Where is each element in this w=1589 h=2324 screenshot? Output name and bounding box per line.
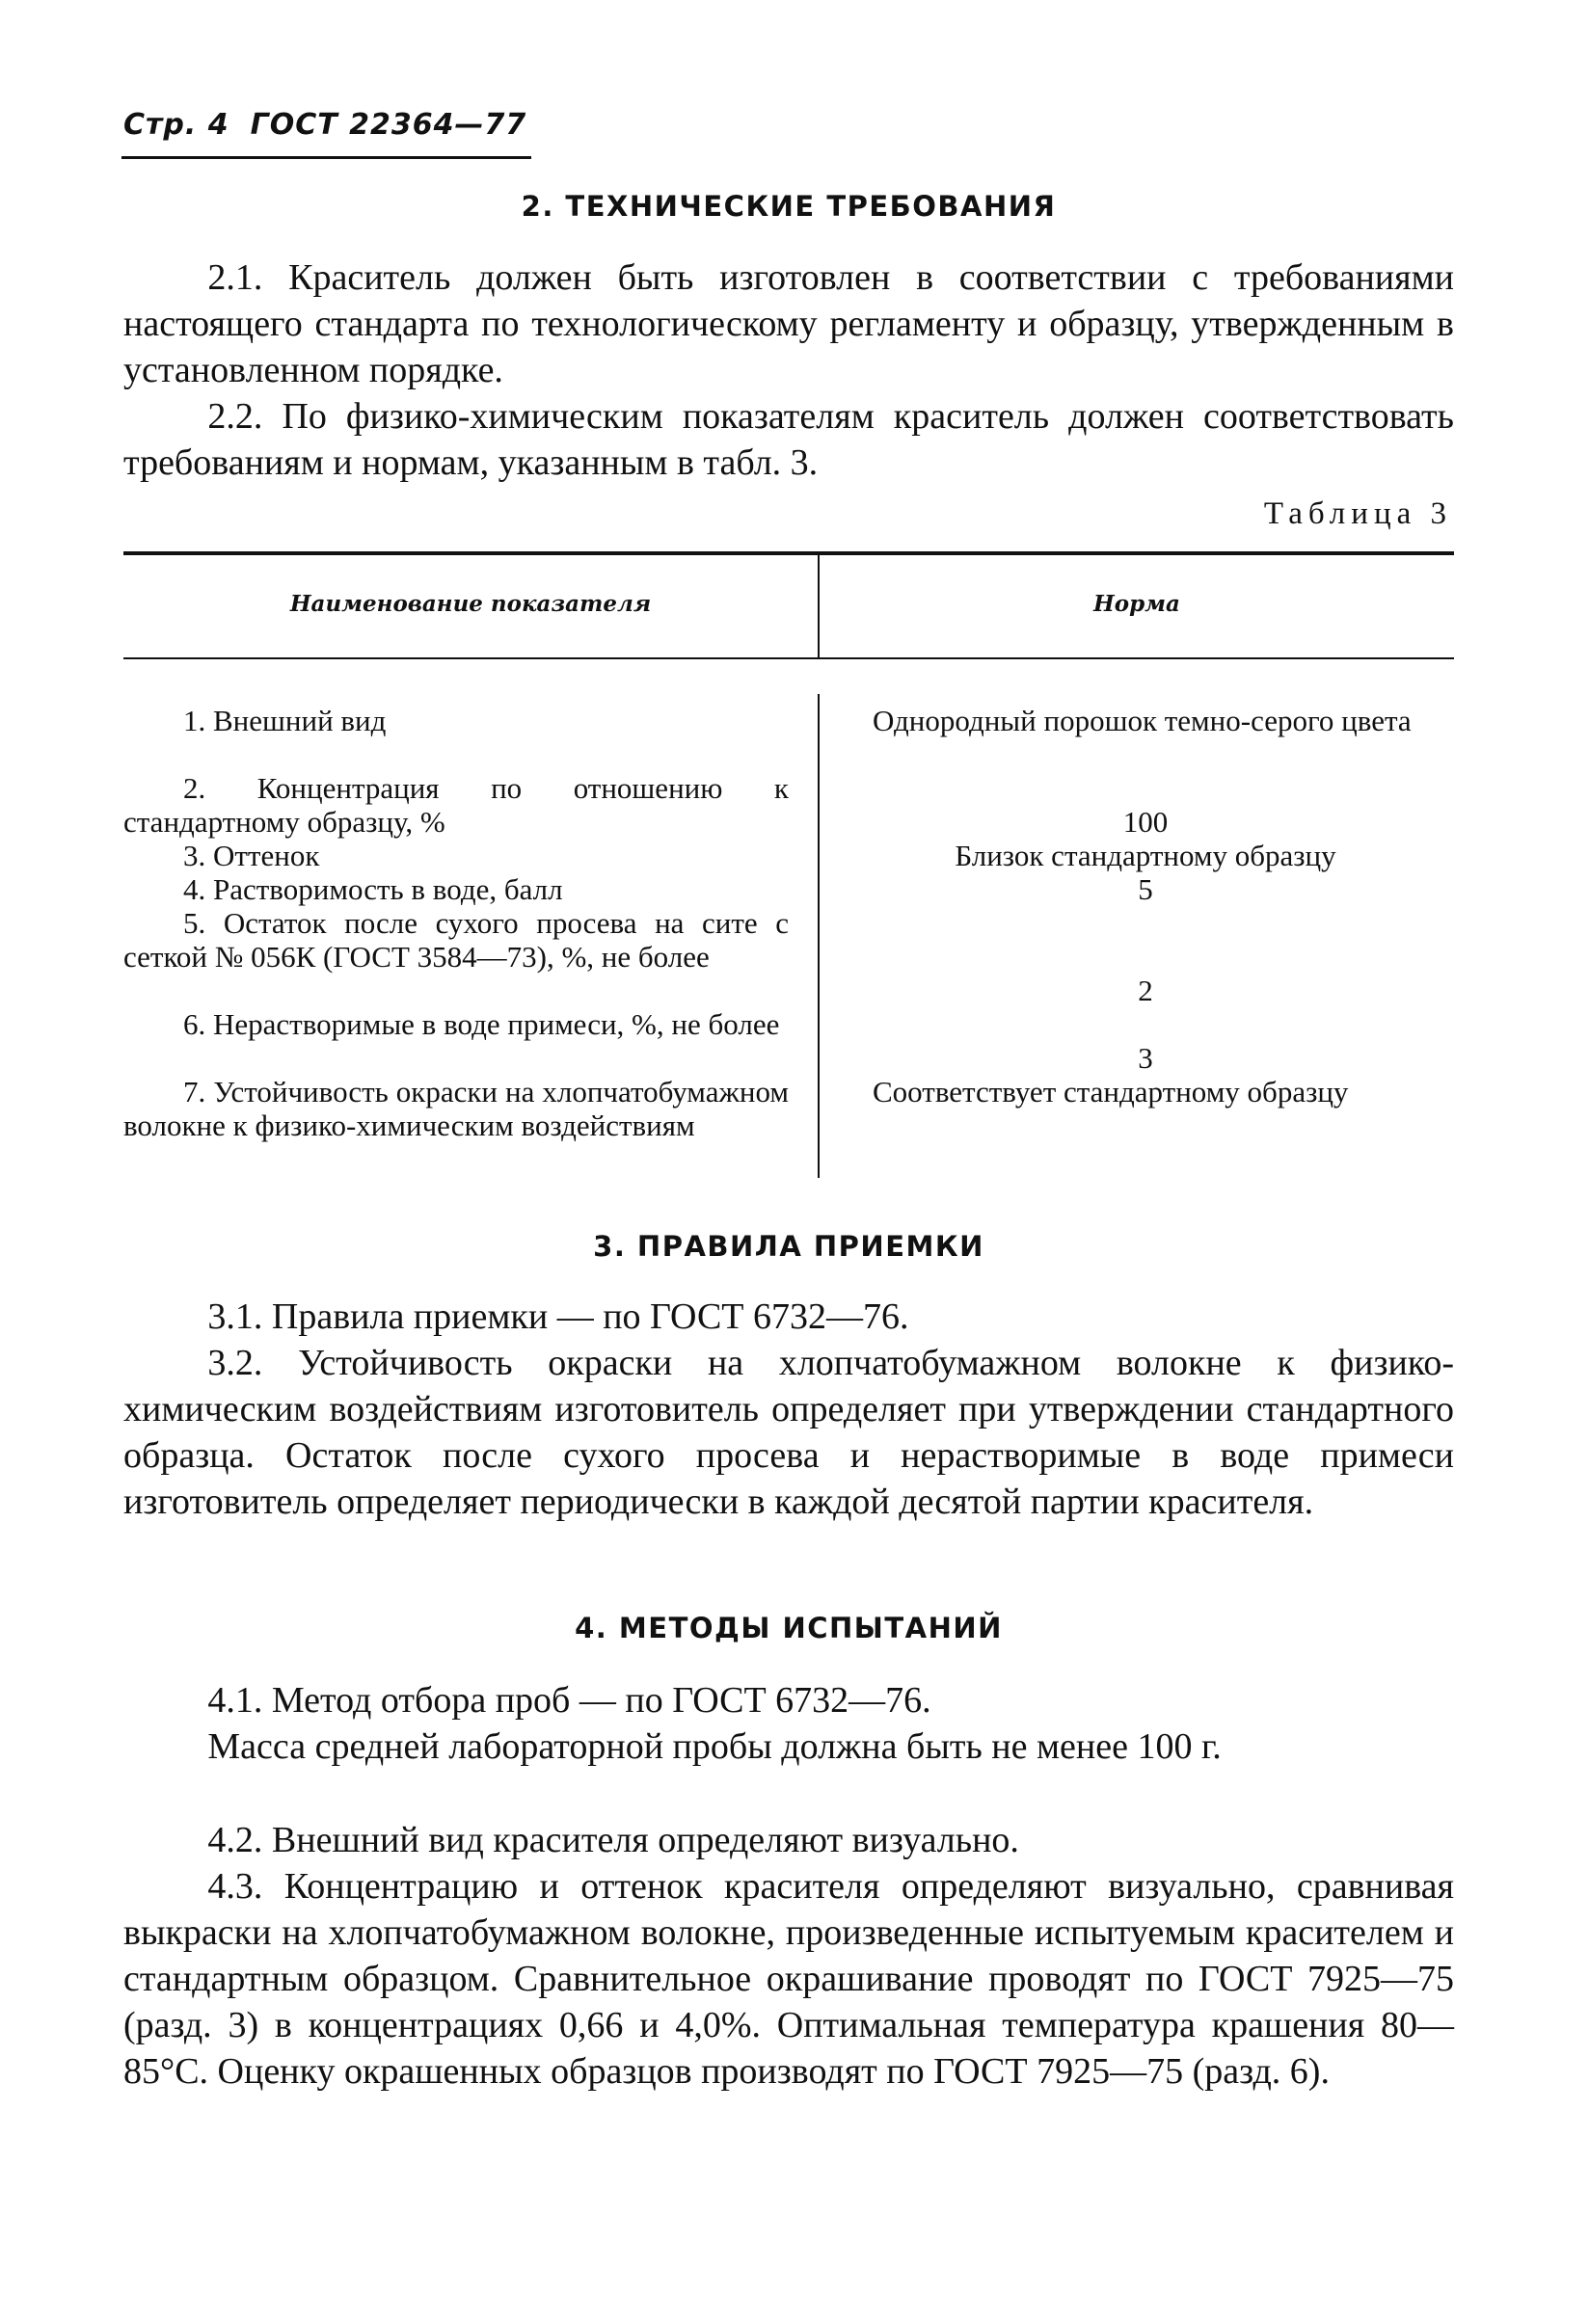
paragraph-4-1: 4.1. Метод отбора проб — по ГОСТ 6732—76.	[207, 1680, 931, 1721]
table-row-norm: 3	[1138, 1041, 1153, 1075]
table-row-norm: Соответствует стандартному образцу	[873, 1075, 1349, 1109]
table-row-name: 2. Концентрация по отношению к стандартному образцу, %	[123, 771, 789, 839]
table-row-name: 7. Устойчивость окраски на хлопчатобумажном волокне к физико-химическим воздействиям	[123, 1075, 789, 1142]
paragraph-4-1-mass: Масса средней лабораторной пробы должна быть не менее 100 г.	[207, 1726, 1222, 1767]
table-row-name: 4. Растворимость в воде, балл	[183, 872, 563, 906]
standard-number: ГОСТ 22364—77	[250, 108, 527, 142]
section-2-title: 2. ТЕХНИЧЕСКИЕ ТРЕБОВАНИЯ	[521, 190, 1057, 223]
table-row-norm: 5	[1138, 872, 1153, 906]
table-row-norm: Близок стандартному образцу	[955, 839, 1336, 872]
column-header-norm: Норма	[1093, 591, 1180, 617]
column-header-name: Наименование показателя	[289, 591, 652, 617]
section-4-title: 4. МЕТОДЫ ИСПЫТАНИЙ	[575, 1612, 1003, 1644]
section-3-title: 3. ПРАВИЛА ПРИЕМКИ	[593, 1230, 984, 1263]
paragraph-4-2: 4.2. Внешний вид красителя определяют визуально.	[207, 1820, 1019, 1860]
table-body-divider	[818, 694, 820, 1178]
header-rule	[121, 156, 531, 159]
table-row-norm: 100	[1122, 805, 1169, 839]
paragraph-3-2: 3.2. Устойчивость окраски на хлопчатобумажном волокне к физико-химическим воздействиям изготовитель определяет при утверждении стандартного образца. Остаток после сухого просева и нерастворимые в воде примеси изготовитель определяет периодически в каждой десятой партии красителя.	[123, 1343, 1454, 1522]
table-row-name: 5. Остаток после сухого просева на сите с сеткой № 056К (ГОСТ 3584—73), %, не более	[123, 906, 789, 974]
paragraph-3-1: 3.1. Правила приемки — по ГОСТ 6732—76.	[207, 1296, 909, 1337]
paragraph-2-1: 2.1. Краситель должен быть изготовлен в соответствии с требованиями настоящего стандарта по технологическому регламенту и образцу, утвержденным в установленном порядке.	[123, 257, 1454, 390]
table-header-rule	[123, 657, 1454, 659]
table-row-norm: 2	[1138, 974, 1153, 1007]
paragraph-2-2: 2.2. По физико-химическим показателям краситель должен соответствовать требованиям и нормам, указанным в табл. 3.	[123, 396, 1454, 483]
table-top-rule	[123, 551, 1454, 555]
table-row-norm: Однородный порошок темно-серого цвета	[873, 704, 1412, 737]
paragraph-4-3: 4.3. Концентрацию и оттенок красителя определяют визуально, сравнивая выкраски на хлопчатобумажном волокне, произведенные испытуемым красителем и стандартным образцом. Сравнительное окрашивание проводят по ГОСТ 7925—75 (разд. 3) в концентрациях 0,66 и 4,0%. Оптимальная температура крашения 80—85°С. Оценку окрашенных образцов производят по ГОСТ 7925—75 (разд. 6).	[123, 1866, 1454, 2092]
page-label: Стр. 4	[123, 108, 229, 142]
table-row-name: 1. Внешний вид	[183, 704, 387, 737]
table-row-name: 3. Оттенок	[183, 839, 320, 872]
page-header	[123, 108, 526, 142]
table-caption: Таблица 3	[1263, 496, 1452, 531]
table-row-name: 6. Нерастворимые в воде примеси, %, не более	[183, 1007, 780, 1041]
